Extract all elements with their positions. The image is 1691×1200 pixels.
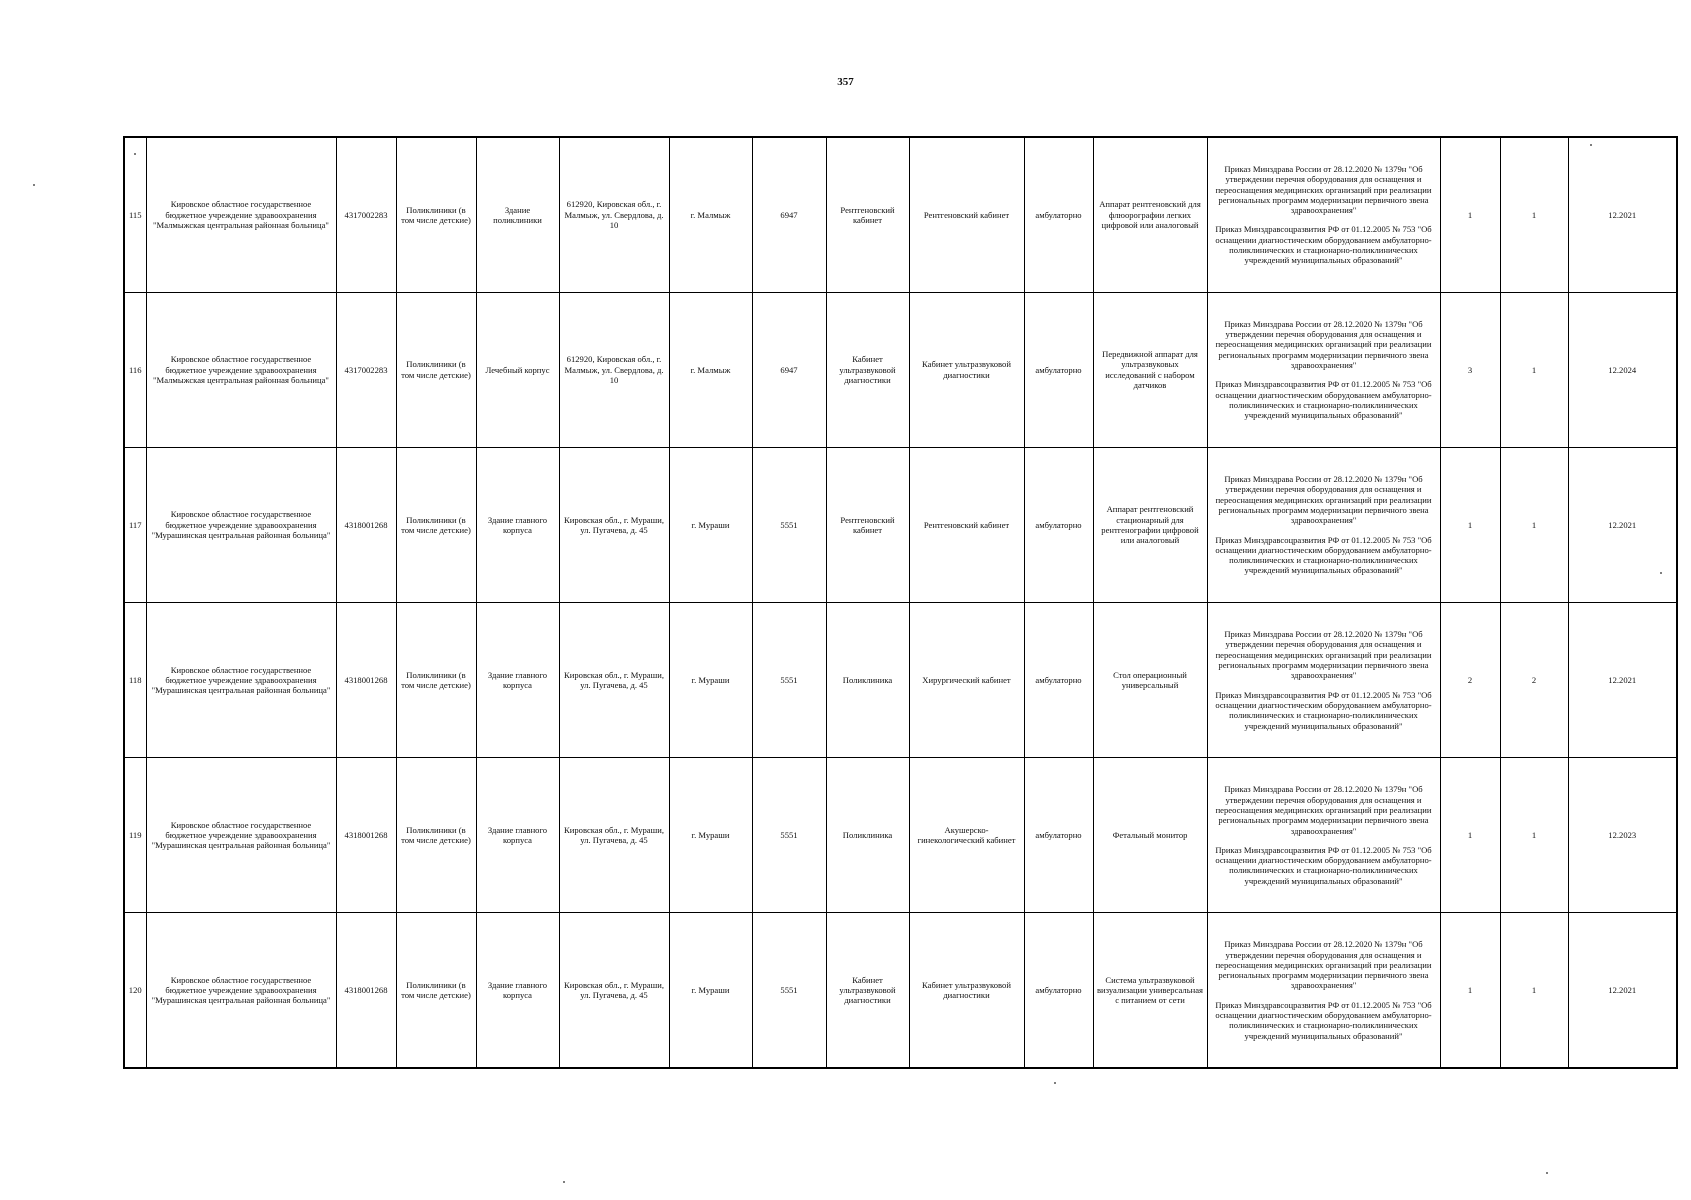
building-name-cell: Здание главного корпуса bbox=[476, 447, 559, 602]
room-name-cell: Акушерско-гинекологический кабинет bbox=[909, 758, 1024, 913]
quantity-required-cell: 1 bbox=[1440, 913, 1500, 1068]
quantity-planned-cell: 1 bbox=[1500, 758, 1568, 913]
care-mode-cell: амбулаторно bbox=[1024, 447, 1093, 602]
scan-speck bbox=[563, 1181, 565, 1183]
population-cell: 5551 bbox=[752, 913, 826, 1068]
legal-basis-order-753: Приказ Минздравсоцразвития РФ от 01.12.2005 № 753 "Об оснащении диагностическим оборудованием амбулаторно-поликлинических и стационарно-поликлинических учреждений муниципальных образований" bbox=[1215, 224, 1432, 266]
page-number: 357 bbox=[837, 76, 854, 88]
care-mode-cell: амбулаторно bbox=[1024, 137, 1093, 292]
delivery-date-cell: 12.2024 bbox=[1568, 292, 1677, 447]
scan-speck bbox=[1546, 1172, 1548, 1174]
legal-basis-order-1379n: Приказ Минздрава России от 28.12.2020 № 1379н "Об утверждении перечня оборудования для оснащения и переоснащения медицинских организаций при реализации региональных программ модернизации первичного звена здравоохранения" bbox=[1215, 629, 1432, 681]
building-name-cell: Лечебный корпус bbox=[476, 292, 559, 447]
organization-name-cell: Кировское областное государственное бюджетное учреждение здравоохранения "Мурашинская центральная районная больница" bbox=[146, 602, 336, 757]
care-mode-cell: амбулаторно bbox=[1024, 292, 1093, 447]
address-cell: 612920, Кировская обл., г. Малмыж, ул. Свердлова, д. 10 bbox=[559, 137, 669, 292]
settlement-cell: г. Мураши bbox=[669, 913, 752, 1068]
equipment-name-cell: Система ультразвуковой визуализации универсальная с питанием от сети bbox=[1093, 913, 1207, 1068]
organization-name-cell: Кировское областное государственное бюджетное учреждение здравоохранения "Малмыжская центральная районная больница" bbox=[146, 137, 336, 292]
legal-basis-order-753: Приказ Минздравсоцразвития РФ от 01.12.2005 № 753 "Об оснащении диагностическим оборудованием амбулаторно-поликлинических и стационарно-поликлинических учреждений муниципальных образований" bbox=[1215, 689, 1432, 731]
row-number-cell: 115 bbox=[124, 137, 146, 292]
quantity-required-cell: 1 bbox=[1440, 137, 1500, 292]
equipment-register-table bbox=[123, 136, 1678, 1069]
legal-basis-cell bbox=[1207, 137, 1440, 292]
inn-code-cell: 4317002283 bbox=[336, 137, 396, 292]
legal-basis-cell bbox=[1207, 292, 1440, 447]
inn-code-cell: 4318001268 bbox=[336, 913, 396, 1068]
room-name-cell: Хирургический кабинет bbox=[909, 602, 1024, 757]
legal-basis-order-1379n: Приказ Минздрава России от 28.12.2020 № 1379н "Об утверждении перечня оборудования для оснащения и переоснащения медицинских организаций при реализации региональных программ модернизации первичного звена здравоохранения" bbox=[1215, 939, 1432, 991]
legal-basis-order-1379n: Приказ Минздрава России от 28.12.2020 № 1379н "Об утверждении перечня оборудования для оснащения и переоснащения медицинских организаций при реализации региональных программ модернизации первичного звена здравоохранения" bbox=[1215, 318, 1432, 371]
facility-type-cell: Поликлиники (в том числе детские) bbox=[396, 758, 476, 913]
legal-basis-cell bbox=[1207, 602, 1440, 757]
quantity-required-cell: 1 bbox=[1440, 758, 1500, 913]
delivery-date-cell: 12.2023 bbox=[1568, 758, 1677, 913]
facility-type-cell: Поликлиники (в том числе детские) bbox=[396, 292, 476, 447]
population-cell: 6947 bbox=[752, 292, 826, 447]
delivery-date-cell: 12.2021 bbox=[1568, 137, 1677, 292]
building-name-cell: Здание главного корпуса bbox=[476, 758, 559, 913]
table-row bbox=[124, 758, 1677, 913]
legal-basis-order-1379n: Приказ Минздрава России от 28.12.2020 № 1379н "Об утверждении перечня оборудования для оснащения и переоснащения медицинских организаций при реализации региональных программ модернизации первичного звена здравоохранения" bbox=[1215, 784, 1432, 836]
table-row bbox=[124, 602, 1677, 757]
quantity-planned-cell: 1 bbox=[1500, 137, 1568, 292]
population-cell: 5551 bbox=[752, 602, 826, 757]
quantity-planned-cell: 1 bbox=[1500, 292, 1568, 447]
legal-basis-cell bbox=[1207, 447, 1440, 602]
inn-code-cell: 4317002283 bbox=[336, 292, 396, 447]
settlement-cell: г. Мураши bbox=[669, 758, 752, 913]
care-mode-cell: амбулаторно bbox=[1024, 913, 1093, 1068]
equipment-name-cell: Стол операционный универсальный bbox=[1093, 602, 1207, 757]
department-cell: Рентгеновский кабинет bbox=[826, 447, 909, 602]
organization-name-cell: Кировское областное государственное бюджетное учреждение здравоохранения "Мурашинская центральная районная больница" bbox=[146, 758, 336, 913]
table-row bbox=[124, 137, 1677, 292]
legal-basis-order-1379n: Приказ Минздрава России от 28.12.2020 № 1379н "Об утверждении перечня оборудования для оснащения и переоснащения медицинских организаций при реализации региональных программ модернизации первичного звена здравоохранения" bbox=[1215, 473, 1432, 526]
inn-code-cell: 4318001268 bbox=[336, 447, 396, 602]
settlement-cell: г. Малмыж bbox=[669, 292, 752, 447]
quantity-required-cell: 1 bbox=[1440, 447, 1500, 602]
address-cell: Кировская обл., г. Мураши, ул. Пугачева, д. 45 bbox=[559, 758, 669, 913]
delivery-date-cell: 12.2021 bbox=[1568, 913, 1677, 1068]
population-cell: 5551 bbox=[752, 447, 826, 602]
care-mode-cell: амбулаторно bbox=[1024, 602, 1093, 757]
building-name-cell: Здание поликлиники bbox=[476, 137, 559, 292]
room-name-cell: Кабинет ультразвуковой диагностики bbox=[909, 292, 1024, 447]
population-cell: 6947 bbox=[752, 137, 826, 292]
room-name-cell: Кабинет ультразвуковой диагностики bbox=[909, 913, 1024, 1068]
legal-basis-cell bbox=[1207, 758, 1440, 913]
legal-basis-cell bbox=[1207, 913, 1440, 1068]
table-row bbox=[124, 447, 1677, 602]
row-number-cell: 118 bbox=[124, 602, 146, 757]
settlement-cell: г. Малмыж bbox=[669, 137, 752, 292]
facility-type-cell: Поликлиники (в том числе детские) bbox=[396, 913, 476, 1068]
scan-speck bbox=[134, 153, 136, 155]
department-cell: Поликлиника bbox=[826, 758, 909, 913]
table-row bbox=[124, 913, 1677, 1068]
legal-basis-order-1379n: Приказ Минздрава России от 28.12.2020 № 1379н "Об утверждении перечня оборудования для оснащения и переоснащения медицинских организаций при реализации региональных программ модернизации первичного звена здравоохранения" bbox=[1215, 163, 1432, 216]
equipment-name-cell: Передвижной аппарат для ультразвуковых исследований с набором датчиков bbox=[1093, 292, 1207, 447]
inn-code-cell: 4318001268 bbox=[336, 758, 396, 913]
scan-speck bbox=[1054, 1082, 1056, 1084]
facility-type-cell: Поликлиники (в том числе детские) bbox=[396, 447, 476, 602]
address-cell: Кировская обл., г. Мураши, ул. Пугачева, д. 45 bbox=[559, 913, 669, 1068]
legal-basis-order-753: Приказ Минздравсоцразвития РФ от 01.12.2005 № 753 "Об оснащении диагностическим оборудованием амбулаторно-поликлинических и стационарно-поликлинических учреждений муниципальных образований" bbox=[1215, 844, 1432, 886]
equipment-name-cell: Аппарат рентгеновский стационарный для рентгенографии цифровой или аналоговый bbox=[1093, 447, 1207, 602]
row-number-cell: 116 bbox=[124, 292, 146, 447]
scan-speck bbox=[33, 184, 35, 186]
settlement-cell: г. Мураши bbox=[669, 447, 752, 602]
organization-name-cell: Кировское областное государственное бюджетное учреждение здравоохранения "Мурашинская центральная районная больница" bbox=[146, 913, 336, 1068]
department-cell: Кабинет ультразвуковой диагностики bbox=[826, 913, 909, 1068]
scan-speck bbox=[1660, 572, 1662, 574]
room-name-cell: Рентгеновский кабинет bbox=[909, 447, 1024, 602]
settlement-cell: г. Мураши bbox=[669, 602, 752, 757]
quantity-planned-cell: 1 bbox=[1500, 913, 1568, 1068]
legal-basis-order-753: Приказ Минздравсоцразвития РФ от 01.12.2005 № 753 "Об оснащении диагностическим оборудованием амбулаторно-поликлинических и стационарно-поликлинических учреждений муниципальных образований" bbox=[1215, 379, 1432, 421]
department-cell: Рентгеновский кабинет bbox=[826, 137, 909, 292]
address-cell: 612920, Кировская обл., г. Малмыж, ул. Свердлова, д. 10 bbox=[559, 292, 669, 447]
organization-name-cell: Кировское областное государственное бюджетное учреждение здравоохранения "Малмыжская центральная районная больница" bbox=[146, 292, 336, 447]
row-number-cell: 117 bbox=[124, 447, 146, 602]
inn-code-cell: 4318001268 bbox=[336, 602, 396, 757]
delivery-date-cell: 12.2021 bbox=[1568, 447, 1677, 602]
building-name-cell: Здание главного корпуса bbox=[476, 913, 559, 1068]
row-number-cell: 119 bbox=[124, 758, 146, 913]
quantity-required-cell: 2 bbox=[1440, 602, 1500, 757]
facility-type-cell: Поликлиники (в том числе детские) bbox=[396, 602, 476, 757]
row-number-cell: 120 bbox=[124, 913, 146, 1068]
table-row bbox=[124, 292, 1677, 447]
delivery-date-cell: 12.2021 bbox=[1568, 602, 1677, 757]
room-name-cell: Рентгеновский кабинет bbox=[909, 137, 1024, 292]
organization-name-cell: Кировское областное государственное бюджетное учреждение здравоохранения "Мурашинская центральная районная больница" bbox=[146, 447, 336, 602]
care-mode-cell: амбулаторно bbox=[1024, 758, 1093, 913]
population-cell: 5551 bbox=[752, 758, 826, 913]
equipment-name-cell: Фетальный монитор bbox=[1093, 758, 1207, 913]
facility-type-cell: Поликлиники (в том числе детские) bbox=[396, 137, 476, 292]
quantity-required-cell: 3 bbox=[1440, 292, 1500, 447]
equipment-name-cell: Аппарат рентгеновский для флюорографии легких цифровой или аналоговый bbox=[1093, 137, 1207, 292]
quantity-planned-cell: 1 bbox=[1500, 447, 1568, 602]
legal-basis-order-753: Приказ Минздравсоцразвития РФ от 01.12.2005 № 753 "Об оснащении диагностическим оборудованием амбулаторно-поликлинических и стационарно-поликлинических учреждений муниципальных образований" bbox=[1215, 534, 1432, 576]
building-name-cell: Здание главного корпуса bbox=[476, 602, 559, 757]
address-cell: Кировская обл., г. Мураши, ул. Пугачева, д. 45 bbox=[559, 447, 669, 602]
legal-basis-order-753: Приказ Минздравсоцразвития РФ от 01.12.2005 № 753 "Об оснащении диагностическим оборудованием амбулаторно-поликлинических и стационарно-поликлинических учреждений муниципальных образований" bbox=[1215, 999, 1432, 1041]
department-cell: Кабинет ультразвуковой диагностики bbox=[826, 292, 909, 447]
address-cell: Кировская обл., г. Мураши, ул. Пугачева, д. 45 bbox=[559, 602, 669, 757]
department-cell: Поликлиника bbox=[826, 602, 909, 757]
quantity-planned-cell: 2 bbox=[1500, 602, 1568, 757]
scan-speck bbox=[1590, 144, 1592, 146]
table-body bbox=[124, 137, 1677, 1068]
